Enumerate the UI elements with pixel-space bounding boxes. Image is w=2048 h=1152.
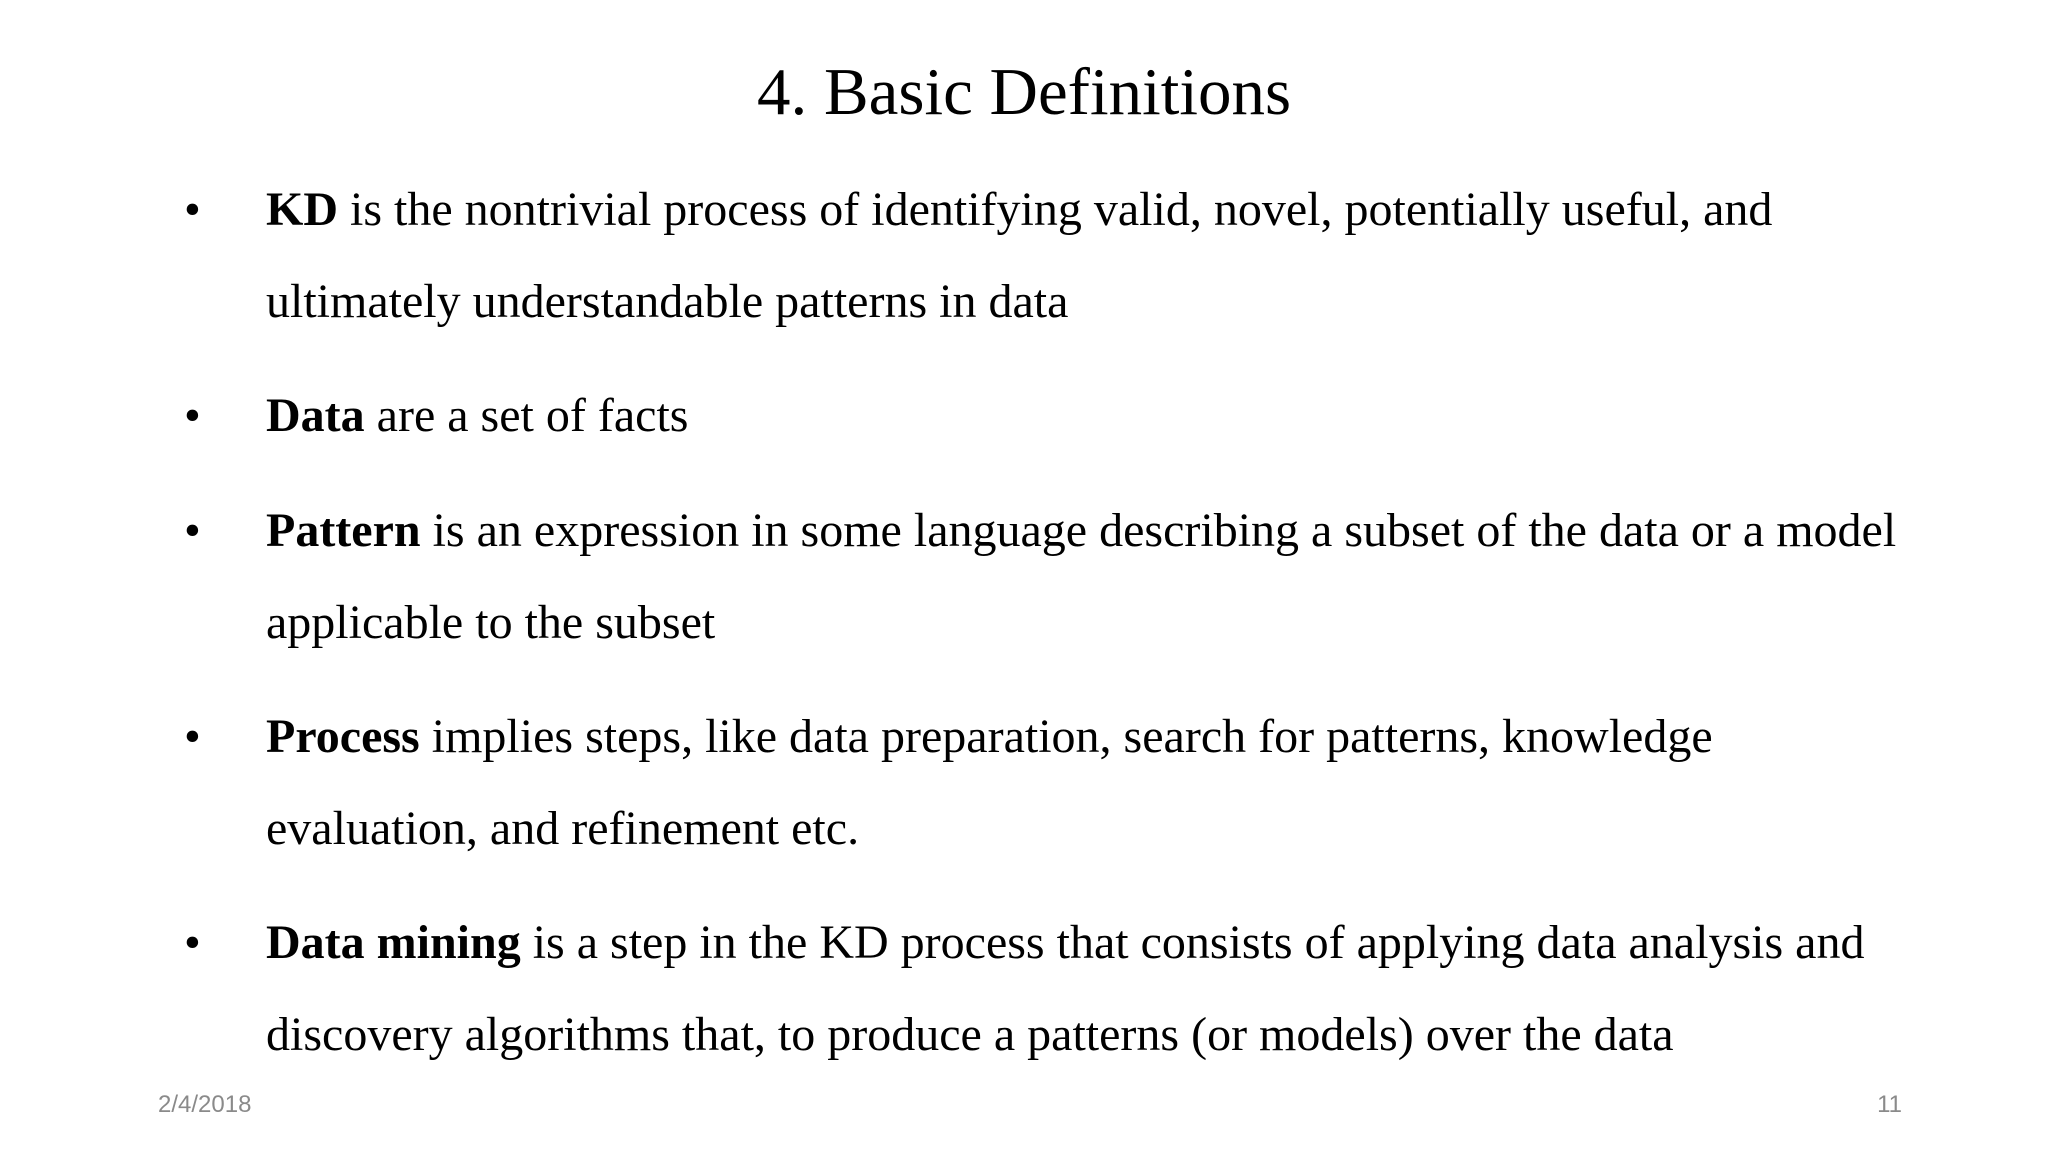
bullet-marker: •	[184, 916, 201, 969]
bullet-term: Process	[266, 710, 420, 763]
bullet-text	[266, 370, 1906, 462]
bullet-marker: •	[184, 710, 201, 763]
footer-page-number: 11	[1877, 1091, 1902, 1118]
bullet-term: Pattern	[266, 504, 421, 557]
bullet-marker: •	[184, 389, 201, 442]
bullet-term: KD	[266, 183, 338, 236]
bullet-text	[266, 485, 1906, 669]
bullet-marker: •	[184, 504, 201, 557]
slide-title: 4. Basic Definitions	[756, 55, 1292, 129]
bullet-definition: are a set of facts	[364, 389, 689, 442]
bullet-marker: •	[184, 183, 201, 236]
footer-date: 2/4/2018	[158, 1091, 252, 1118]
bullet-definition: is an expression in some language describing a subset of the data or a model applicable to the subset	[266, 504, 1897, 649]
bullet-text	[266, 897, 1906, 1081]
bullet-definition: implies steps, like data preparation, search for patterns, knowledge evaluation, and refinement etc.	[266, 710, 1713, 855]
bullet-term: Data mining	[266, 916, 521, 969]
bullet-definition: is a step in the KD process that consists of applying data analysis and discovery algorithms that, to produce a patterns (or models) over the data	[266, 916, 1865, 1061]
bullet-term: Data	[266, 389, 365, 442]
bullet-text	[266, 691, 1906, 875]
bullet-definition: is the nontrivial process of identifying valid, novel, potentially useful, and ultimately understandable patterns in data	[266, 183, 1773, 328]
bullet-text	[266, 164, 1906, 348]
